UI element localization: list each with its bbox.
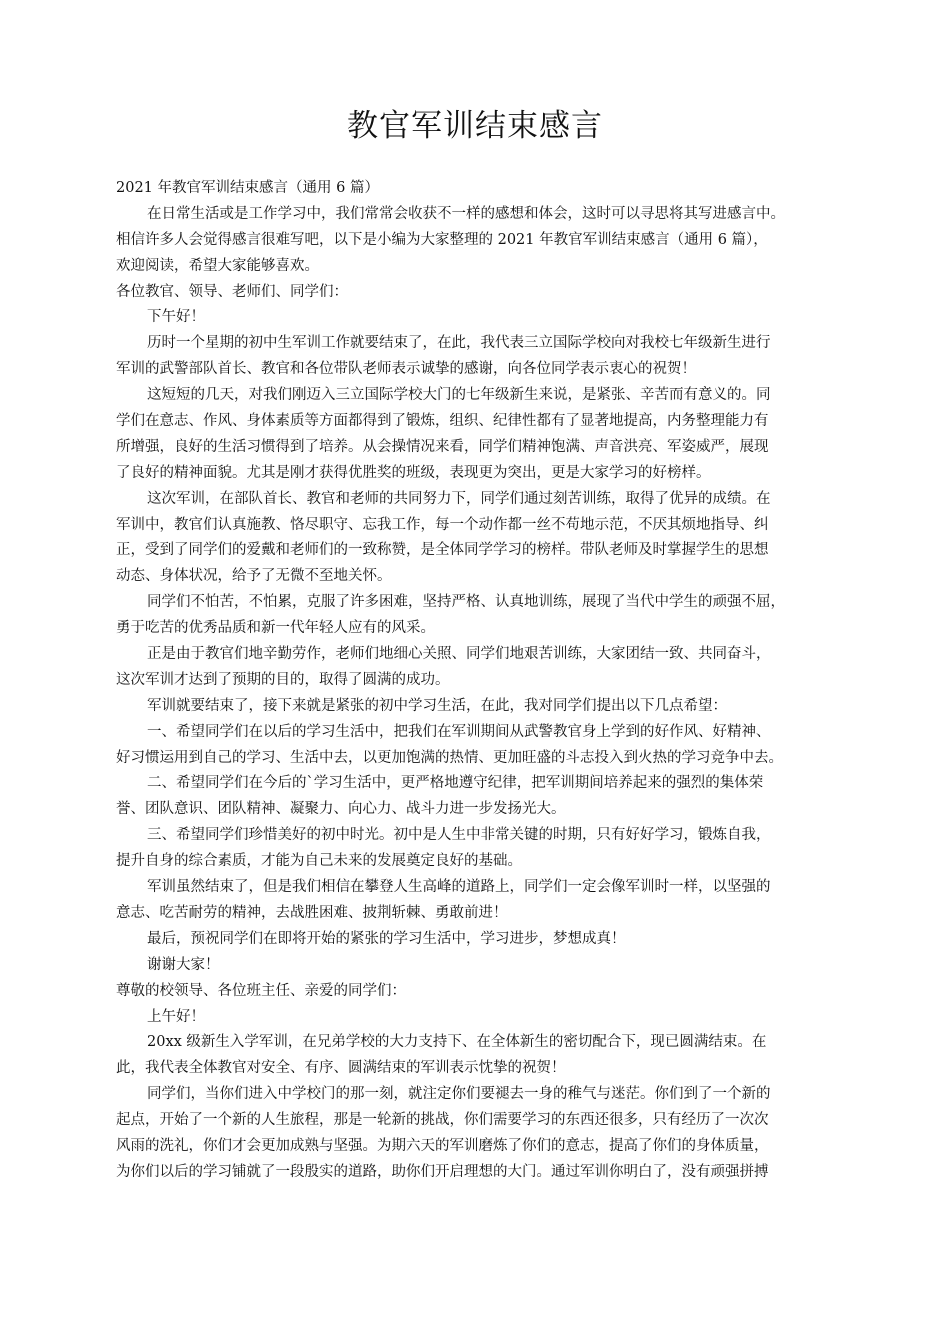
text-line: 20xx 级新生入学军训，在兄弟学校的大力支持下、在全体新生的密切配合下，现已圆满结束。在 — [147, 1034, 767, 1051]
text-line: 好习惯运用到自己的学习、生活中去，以更加饱满的热情、更加旺盛的斗志投入到火热的学习竞争中去。 — [116, 749, 783, 766]
text-line: 正，受到了同学们的爱戴和老师们的一致称赞，是全体同学学习的榜样。带队老师及时掌握学生的思想 — [116, 542, 769, 559]
text-line: 风雨的洗礼，你们才会更加成熟与坚强。为期六天的军训磨炼了你们的意志，提高了你们的身体质量， — [116, 1137, 769, 1154]
text-line: 谢谢大家！ — [147, 956, 220, 973]
text-line: 尊敬的校领导、各位班主任、亲爱的同学们： — [116, 982, 406, 999]
text-line: 意志、吃苦耐劳的精神，去战胜困难、披荆斩棘、勇敢前进！ — [116, 904, 508, 921]
text-line: 这短短的几天，对我们刚迈入三立国际学校大门的七年级新生来说，是紧张、辛苦而有意义的。同 — [147, 387, 771, 404]
text-line: 同学们不怕苦，不怕累，克服了许多困难，坚持严格、认真地训练，展现了当代中学生的顽强不屈， — [147, 594, 785, 611]
text-line: 提升自身的综合素质，才能为自己未来的发展奠定良好的基础。 — [116, 853, 522, 870]
text-line: 同学们，当你们进入中学校门的那一刻，就注定你们要褪去一身的稚气与迷茫。你们到了一个新的 — [147, 1086, 771, 1103]
text-line: 了良好的精神面貌。尤其是刚才获得优胜奖的班级，表现更为突出，更是大家学习的好榜样。 — [116, 464, 711, 481]
text-line: 这次军训，在部队首长、教官和老师的共同努力下，同学们通过刻苦训练，取得了优异的成绩。在 — [147, 490, 771, 507]
text-line: 此，我代表全体教官对安全、有序、圆满结束的军训表示忱挚的祝贺！ — [116, 1060, 566, 1077]
text-line: 为你们以后的学习铺就了一段殷实的道路，助你们开启理想的大门。通过军训你明白了，没有顽强拼搏 — [116, 1163, 769, 1180]
text-line: 军训就要结束了，接下来就是紧张的初中学习生活，在此，我对同学们提出以下几点希望： — [147, 697, 727, 714]
text-line: 动态、身体状况，给予了无微不至地关怀。 — [116, 568, 392, 585]
text-line: 军训虽然结束了，但是我们相信在攀登人生高峰的道路上，同学们一定会像军训时一样，以坚强的 — [147, 879, 771, 896]
text-line: 勇于吃苦的优秀品质和新一代年轻人应有的风采。 — [116, 620, 435, 637]
text-line: 学们在意志、作风、身体素质等方面都得到了锻炼，组织、纪律性都有了显著地提高，内务整理能力有 — [116, 413, 769, 430]
text-line: 欢迎阅读，希望大家能够喜欢。 — [116, 257, 319, 274]
text-line: 起点，开始了一个新的人生旅程，那是一轮新的挑战，你们需要学习的东西还很多，只有经历了一次次 — [116, 1112, 769, 1129]
text-line: 所增强，良好的生活习惯得到了培养。从会操情况来看，同学们精神饱满、声音洪亮、军姿威严，展现 — [116, 438, 769, 455]
text-line: 上午好！ — [147, 1008, 205, 1025]
document-body — [116, 176, 836, 1186]
text-line: 2021 年教官军训结束感言（通用 6 篇） — [116, 180, 379, 196]
text-line: 军训中，教官们认真施教、恪尽职守、忘我工作，每一个动作都一丝不苟地示范，不厌其烦地指导、纠 — [116, 516, 769, 533]
text-line: 军训的武警部队首长、教官和各位带队老师表示诚挚的感谢，向各位同学表示衷心的祝贺！ — [116, 361, 696, 378]
text-line: 誉、团队意识、团队精神、凝聚力、向心力、战斗力进一步发扬光大。 — [116, 801, 566, 818]
document-title: 教官军训结束感言 — [347, 108, 603, 144]
text-line: 三、希望同学们珍惜美好的初中时光。初中是人生中非常关键的时期，只有好好学习，锻炼自我， — [147, 827, 771, 844]
text-line: 一、希望同学们在以后的学习生活中，把我们在军训期间从武警教官身上学到的好作风、好精神、 — [147, 723, 771, 740]
text-line: 下午好！ — [147, 309, 205, 326]
text-line: 二、希望同学们在今后的`学习生活中，更严格地遵守纪律，把军训期间培养起来的强烈的集体荣 — [147, 775, 764, 792]
text-line: 相信许多人会觉得感言很难写吧，以下是小编为大家整理的 2021 年教官军训结束感言（通用 6 篇）， — [116, 231, 768, 248]
text-line: 正是由于教官们地辛勤劳作，老师们地细心关照、同学们地艰苦训练，大家团结一致、共同奋斗， — [147, 646, 771, 663]
text-line: 在日常生活或是工作学习中，我们常常会收获不一样的感想和体会，这时可以寻思将其写进感言中。 — [147, 205, 785, 222]
text-line: 最后，预祝同学们在即将开始的紧张的学习生活中，学习进步，梦想成真！ — [147, 930, 626, 947]
text-line: 历时一个星期的初中生军训工作就要结束了，在此，我代表三立国际学校向对我校七年级新生进行 — [147, 335, 771, 352]
text-line: 各位教官、领导、老师们、同学们： — [116, 283, 348, 300]
text-line: 这次军训才达到了预期的目的，取得了圆满的成功。 — [116, 671, 450, 688]
